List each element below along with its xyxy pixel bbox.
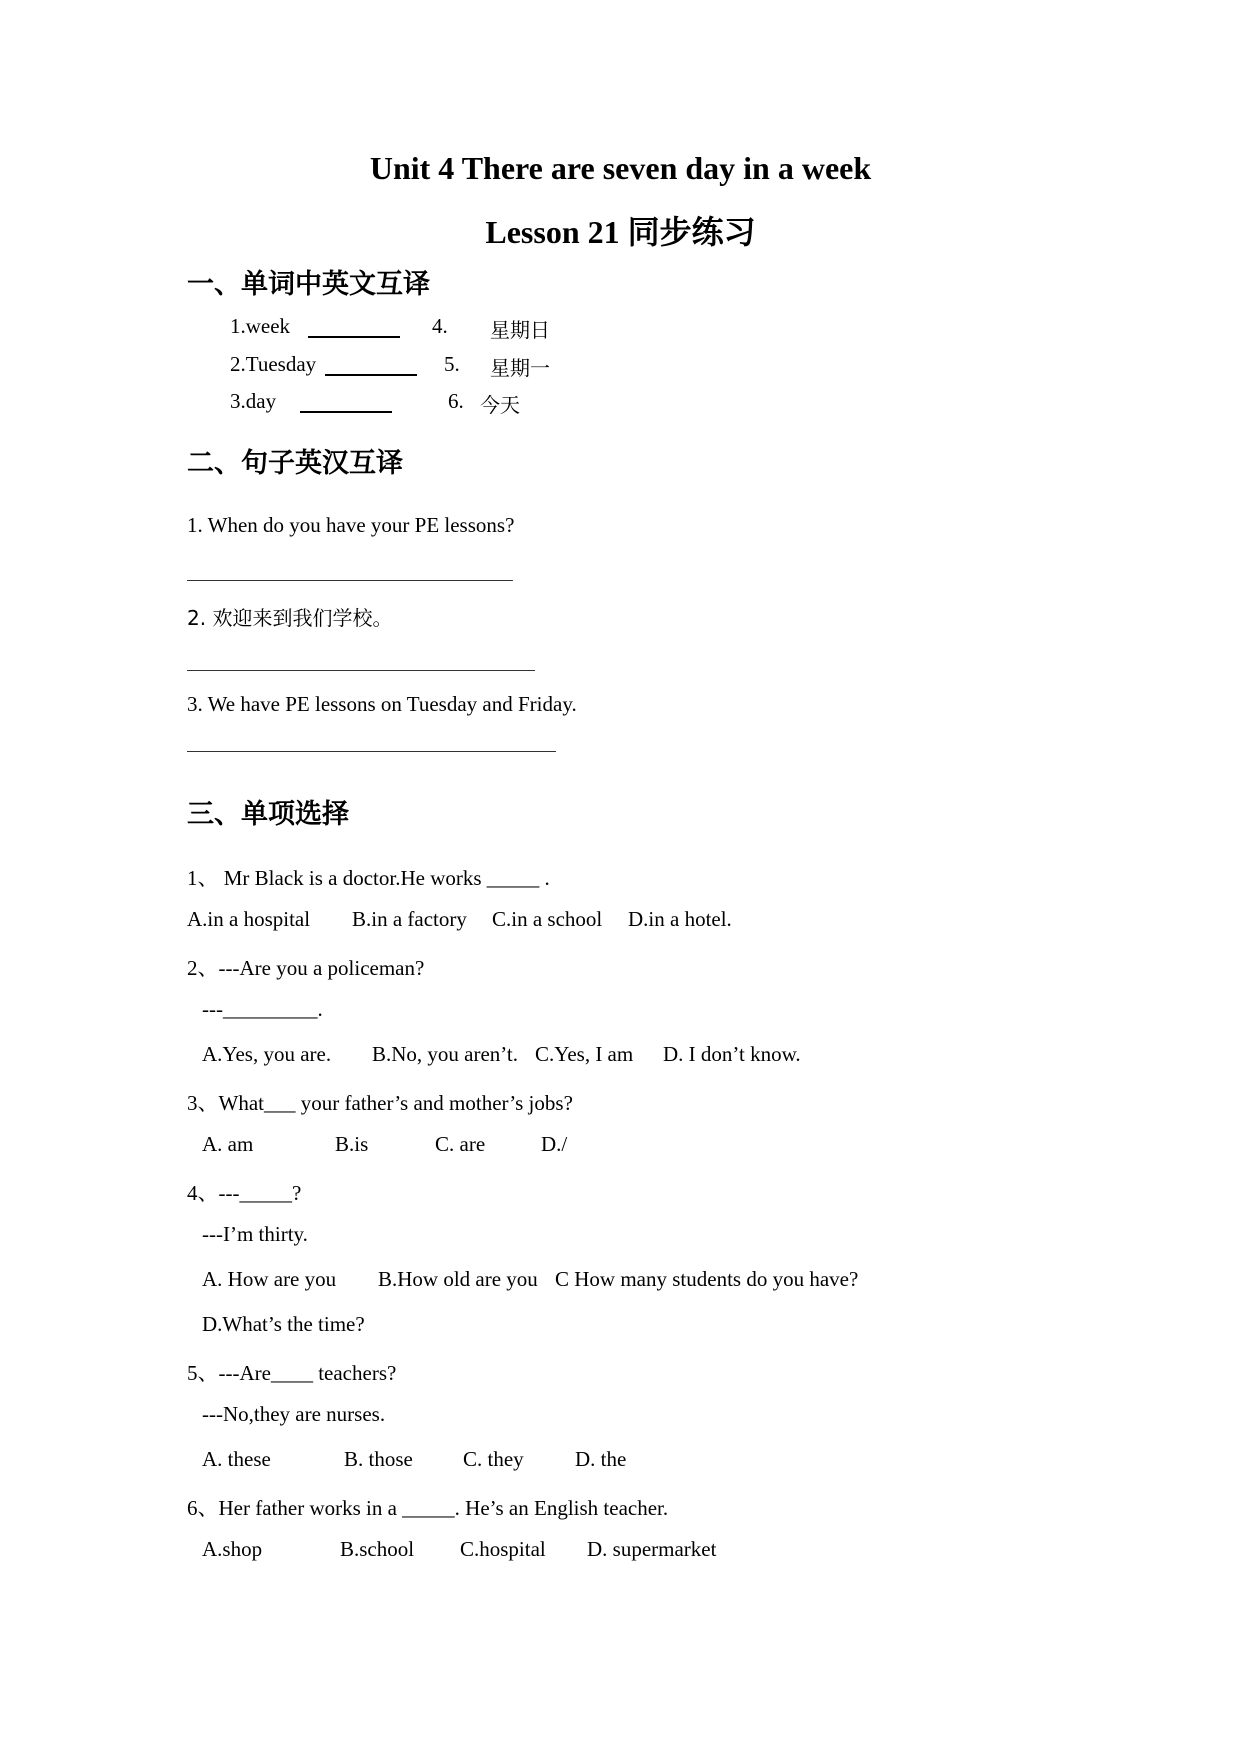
question-4-stem: 4、---_____? [187, 1181, 302, 1205]
question-6-stem: 6、Her father works in a _____. He’s an English teacher. [187, 1496, 669, 1520]
question-3-stem: 3、What___ your father’s and mother’s jobs? [187, 1091, 573, 1115]
vocab-item-2: 2.Tuesday [230, 352, 317, 376]
question-3-option-d: D./ [541, 1132, 568, 1156]
sentence-2: 2. 欢迎来到我们学校。 [187, 606, 393, 630]
question-2-option-a: A.Yes, you are. [202, 1042, 332, 1066]
question-4-reply: ---I’m thirty. [202, 1222, 308, 1246]
question-6-option-b: B.school [340, 1537, 415, 1561]
question-2-stem: 2、---Are you a policeman? [187, 956, 425, 980]
question-3-option-a: A. am [202, 1132, 254, 1156]
question-5-option-d: D. the [575, 1447, 627, 1471]
question-5-option-c: C. they [463, 1447, 524, 1471]
question-1-option-c: C.in a school [492, 907, 603, 931]
vocab-num-6: 6. [448, 389, 464, 413]
question-2-option-b: B.No, you aren’t. [372, 1042, 519, 1066]
question-5-stem: 5、---Are____ teachers? [187, 1361, 397, 1385]
question-1-stem: 1、 Mr Black is a doctor.He works _____ . [187, 866, 550, 890]
vocab-item-4: 星期日 [490, 318, 550, 342]
question-5-reply: ---No,they are nurses. [202, 1402, 386, 1426]
question-6-option-d: D. supermarket [587, 1537, 717, 1561]
question-4-option-b: B.How old are you [378, 1267, 538, 1291]
question-1-option-b: B.in a factory [352, 907, 467, 931]
vocab-blank-1[interactable] [308, 336, 400, 338]
vocab-blank-3[interactable] [300, 411, 392, 413]
question-6-option-c: C.hospital [460, 1537, 546, 1561]
question-4-option-c: C How many students do you have? [555, 1267, 859, 1291]
answer-line-1[interactable] [187, 580, 513, 581]
vocab-item-6: 今天 [480, 393, 520, 417]
question-4-option-d: D.What’s the time? [202, 1312, 365, 1336]
section-3-heading: 三、单项选择 [187, 799, 349, 830]
question-5-option-b: B. those [344, 1447, 413, 1471]
question-6-option-a: A.shop [202, 1537, 263, 1561]
vocab-num-5: 5. [444, 352, 460, 376]
question-1-option-d: D.in a hotel. [628, 907, 732, 931]
question-3-option-c: C. are [435, 1132, 486, 1156]
answer-line-3[interactable] [187, 751, 556, 752]
question-2-option-d: D. I don’t know. [663, 1042, 801, 1066]
question-2-reply: ---_________. [202, 997, 323, 1021]
question-5-option-a: A. these [202, 1447, 271, 1471]
sentence-1: 1. When do you have your PE lessons? [187, 513, 515, 537]
answer-line-2[interactable] [187, 670, 535, 671]
vocab-item-5: 星期一 [490, 356, 550, 380]
question-2-option-c: C.Yes, I am [535, 1042, 634, 1066]
section-2-heading: 二、句子英汉互译 [187, 448, 403, 479]
sentence-3: 3. We have PE lessons on Tuesday and Friday. [187, 692, 577, 716]
section-1-heading: 一、单词中英文互译 [187, 269, 430, 300]
question-4-option-a: A. How are you [202, 1267, 337, 1291]
vocab-num-4: 4. [432, 314, 448, 338]
vocab-item-3: 3.day [230, 389, 277, 413]
vocab-blank-2[interactable] [325, 374, 417, 376]
question-1-option-a: A.in a hospital [187, 907, 311, 931]
title-line-2: Lesson 21 同步练习 [485, 214, 756, 250]
title-line-1: Unit 4 There are seven day in a week [369, 150, 872, 186]
vocab-item-1: 1.week [230, 314, 291, 338]
question-3-option-b: B.is [335, 1132, 369, 1156]
